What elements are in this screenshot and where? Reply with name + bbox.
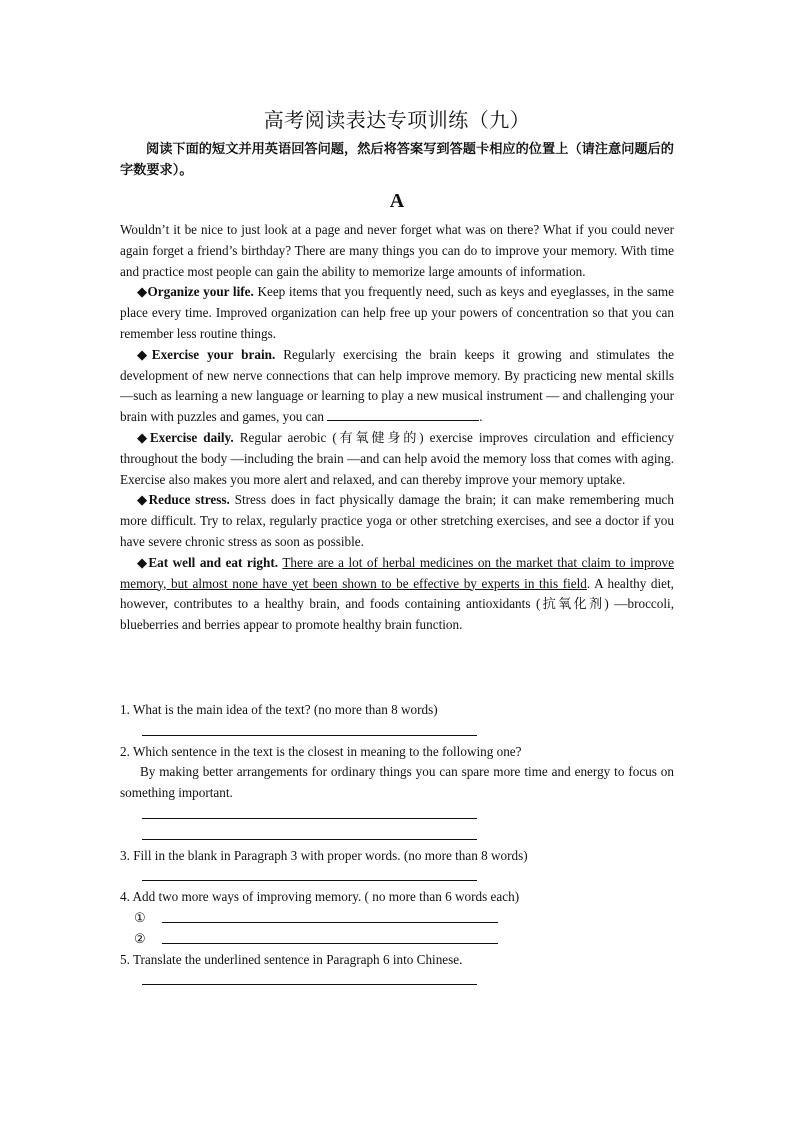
circled-one-marker: ① [134, 909, 146, 925]
paragraph-body: . A healthy diet, however, contributes to a healthy brain, and foods containing antioxidants (抗氧化剂) —broccoli, blueberries and berries appear to promote healthy brain function. [120, 575, 674, 633]
answer-line-2a[interactable] [120, 804, 674, 825]
paragraph-heading: ◆Reduce stress. [137, 492, 230, 508]
question-5: 5. Translate the underlined sentence in Paragraph 6 into Chinese. [120, 951, 463, 967]
question-list [120, 700, 674, 991]
answer-line-1[interactable] [120, 721, 674, 742]
underlined-sentence: There are a lot of herbal medicines on the market that claim to improve memory, but almost none have yet been shown to be effective by experts in this field [120, 554, 674, 591]
paragraph-heading: ◆Exercise your brain. [137, 346, 276, 362]
paragraph-organize [120, 282, 674, 344]
paragraph-body: Stress does in fact physically damage the brain; it can make remembering much more difficult. Try to relax, regularly practice yoga or other stretching exercises, and see a doctor if you have severe chronic stress as soon as possible. [120, 492, 674, 549]
answer-line-4a[interactable] [120, 908, 674, 929]
paragraph-exercise-brain [120, 345, 674, 428]
instruction-text: 阅读下面的短文并用英语回答问题，然后将答案写到答题卡相应的位置上（请注意问题后的字数要求）。 [120, 141, 674, 177]
paragraph-exercise-daily [120, 428, 674, 490]
question-2: 2. Which sentence in the text is the closest in meaning to the following one? [120, 743, 522, 759]
answer-line-4b[interactable] [120, 929, 674, 950]
section-label: A [389, 190, 405, 212]
circled-two-marker: ② [134, 930, 146, 946]
answer-line-2b[interactable] [120, 825, 674, 846]
paragraph-eat-well [120, 553, 674, 636]
paragraph-heading: ◆Exercise daily. [137, 429, 234, 445]
question-4: 4. Add two more ways of improving memory. ( no more than 6 words each) [120, 889, 520, 905]
passage-intro: Wouldn’t it be nice to just look at a page and never forget what was on there? What if you could never again forget a friend’s birthday? There are many things you can do to improve your memory. With time and practice most people can gain the ability to memorize large amounts of information. [120, 222, 674, 279]
paragraph-reduce-stress [120, 490, 674, 552]
paragraph-body: Regular aerobic (有氧健身的) exercise improves circulation and efficiency throughout the body —including the brain —and can help avoid the memory loss that comes with aging. Exercise also makes you more alert and relaxed, and can thereby improve your memory uptake. [120, 429, 674, 487]
paragraph-body: Regularly exercising the brain keeps it growing and stimulates the development of new nerve connections that can help improve memory. By practicing new mental skills —such as learning a new language or learning to play a new musical instrument — and challenging your brain with puzzles and games, you can [120, 346, 675, 425]
paragraph-heading: ◆Organize your life. [137, 284, 254, 300]
sentence-end: . [479, 409, 483, 425]
answer-line-5[interactable] [120, 970, 674, 991]
question-3: 3. Fill in the blank in Paragraph 3 with proper words. (no more than 8 words) [120, 847, 528, 863]
page-title: 高考阅读表达专项训练（九） [263, 110, 531, 132]
answer-line-3[interactable] [120, 866, 674, 887]
reading-passage [120, 220, 674, 636]
question-1: 1. What is the main idea of the text? (no more than 8 words) [120, 702, 438, 717]
paragraph-body: Keep items that you frequently need, such as keys and eyeglasses, in the same place every time. Improved organization can help free up your powers of concentration so that you can remember less routine things. [120, 284, 674, 341]
paragraph-heading: ◆Eat well and eat right. [137, 554, 279, 570]
fill-in-blank[interactable] [327, 408, 479, 421]
question-2-sentence: By making better arrangements for ordinary things you can spare more time and energy to focus on something important. [120, 764, 674, 801]
